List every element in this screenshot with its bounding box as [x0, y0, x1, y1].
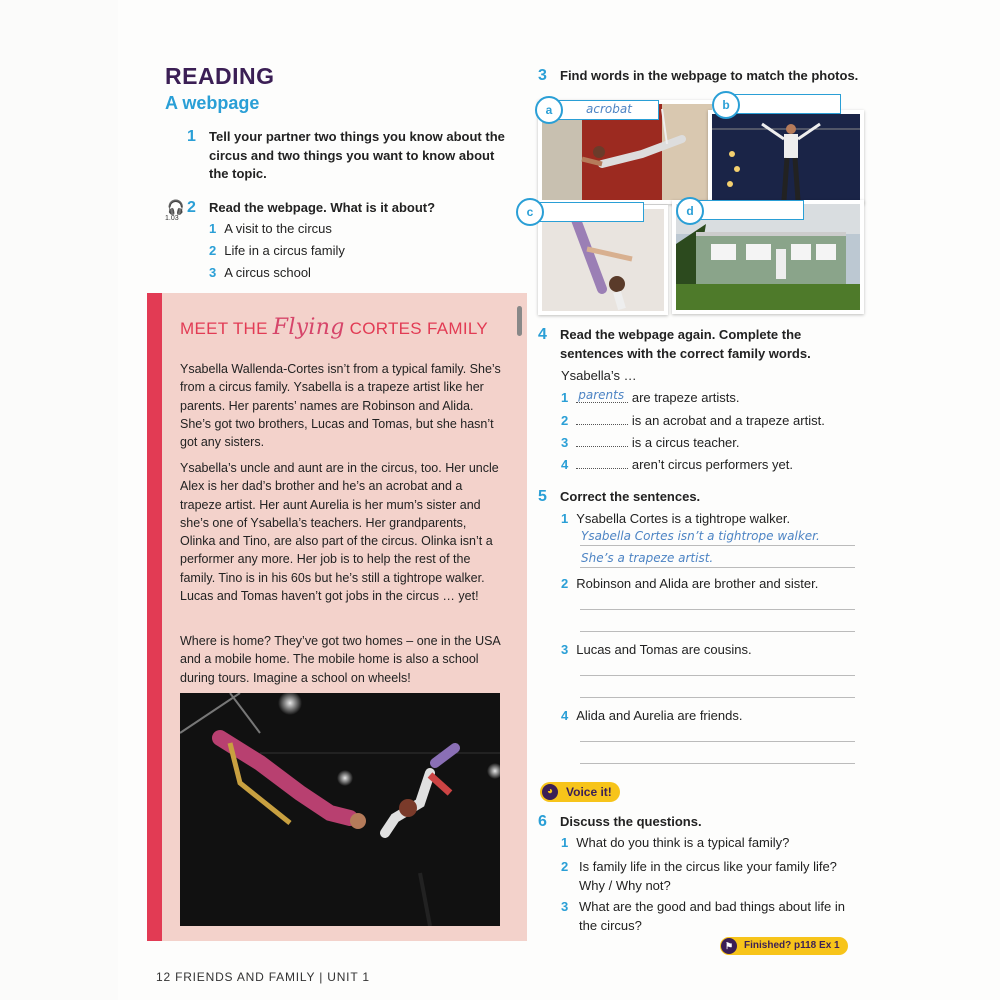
answer-line[interactable] [580, 609, 855, 610]
exercise-number: 1 [187, 128, 196, 145]
flag-icon: ⚑ [721, 938, 737, 954]
exercise-number: 3 [538, 67, 547, 84]
exercise-instruction: Find words in the webpage to match the photos. [560, 68, 859, 83]
exercise-number: 5 [538, 488, 547, 505]
answer-line[interactable] [580, 763, 855, 764]
answer-line[interactable] [580, 697, 855, 698]
exercise-instruction: Read the webpage again. Complete the sentences with the correct family words. [560, 327, 811, 361]
answer-field-a[interactable]: acrobat [548, 100, 659, 120]
correction-item: 1 Ysabella Cortes is a tightrope walker. [561, 511, 791, 526]
exercise-instruction: Read the webpage. What is it about? [209, 200, 436, 215]
answer-line[interactable] [580, 545, 855, 546]
handwritten-answer: Ysabella Cortes isn’t a tightrope walker. [581, 529, 820, 543]
audio-track-number: 1.03 [165, 215, 179, 222]
photo-label-d: d [676, 197, 704, 225]
fill-sentence: 2 is an acrobat and a trapeze artist. [561, 413, 825, 428]
fill-blank[interactable] [576, 412, 628, 425]
fill-blank[interactable] [576, 456, 628, 469]
question-item: 3 What are the good and bad things about life in the circus? [561, 899, 845, 933]
article-scrollbar[interactable] [517, 306, 522, 336]
exercise-2 [187, 199, 507, 219]
answer-line[interactable] [580, 741, 855, 742]
exercise-number: 2 [187, 199, 196, 216]
answer-field-c[interactable] [528, 202, 644, 222]
photo-label-c: c [516, 198, 544, 226]
section-subtitle: A webpage [165, 93, 260, 113]
option-item: 3 A circus school [209, 265, 311, 280]
option-item: 2 Life in a circus family [209, 243, 345, 258]
exercise-3 [538, 67, 878, 87]
photo-label-a: a [535, 96, 563, 124]
voice-it-badge: ◕ Voice it! [540, 782, 620, 802]
headphones-icon[interactable]: 🎧 [167, 199, 185, 215]
exercise-number: 6 [538, 813, 547, 830]
exercise-lead: Ysabella’s … [561, 368, 637, 383]
article-paragraph: Ysabella Wallenda-Cortes isn’t from a typical family. She’s from a circus family. Ysabella is a trapeze artist like her parents. Her parents’ names are Robinson and Alida. She’s got two brothers, Lucas and Tomas, but she hasn’t got any sisters. [180, 362, 501, 450]
article-paragraph: Where is home? They’ve got two homes – one in the USA and a mobile home. The mobile home is also a school during tours. Imagine a school on wheels! [180, 634, 501, 685]
question-item: 1 What do you think is a typical family? [561, 835, 790, 850]
exercise-instruction: Discuss the questions. [560, 814, 702, 829]
fill-sentence: 3 is a circus teacher. [561, 435, 740, 450]
answer-line[interactable] [580, 567, 855, 568]
section-title: READING [165, 63, 275, 89]
article-accent-bar [147, 293, 162, 941]
option-item: 1 A visit to the circus [209, 221, 332, 236]
exercise-6 [538, 813, 858, 833]
exercise-instruction: Tell your partner two things you know about the circus and two things you want to know about the topic. [209, 129, 505, 181]
answer-field-d[interactable] [690, 200, 804, 220]
photo-tightrope-walker [708, 110, 864, 204]
exercise-4 [538, 326, 858, 366]
fill-blank[interactable] [576, 434, 628, 447]
fill-sentence: 4 aren’t circus performers yet. [561, 457, 793, 472]
answer-line[interactable] [580, 631, 855, 632]
handwritten-answer: She’s a trapeze artist. [581, 551, 714, 565]
exercise-5 [538, 488, 858, 508]
exercise-1 [187, 128, 507, 184]
photo-label-b: b [712, 91, 740, 119]
answer-field-b[interactable] [725, 94, 841, 114]
article-paragraph: Ysabella’s uncle and aunt are in the circus, too. Her uncle Alex is her dad’s brother and he’s an acrobat and a trapeze artist. Her aunt Aurelia is her mum’s sister and she’s one of Ysabella’s teachers. Her grandparents, Olinka and Tino, are also part of the circus. Olinka isn’t a performer any more. Her job is to help the rest of the family. Tino is in his 60s but he’s still a tightrope walker. Lucas and Tomas haven’t got jobs in the circus … yet! [180, 461, 499, 604]
trapeze-photo [180, 693, 500, 926]
correction-item: 2 Robinson and Alida are brother and sister. [561, 576, 819, 591]
exercise-instruction: Correct the sentences. [560, 489, 701, 504]
exercise-number: 4 [538, 326, 547, 343]
fill-blank[interactable]: parents [576, 390, 628, 403]
answer-line[interactable] [580, 675, 855, 676]
article-title: MEET THE Flying CORTES FAMILY [180, 315, 488, 340]
correction-item: 3 Lucas and Tomas are cousins. [561, 642, 752, 657]
page-footer: 12 FRIENDS AND FAMILY | UNIT 1 [156, 970, 370, 984]
finished-badge[interactable]: ⚑ Finished? p118 Ex 1 [720, 937, 848, 955]
question-item: 2 Is family life in the circus like your family life? Why / Why not? [561, 859, 837, 893]
speech-icon: ◕ [542, 784, 558, 800]
fill-sentence: 1 parents are trapeze artists. [561, 388, 740, 405]
page-margin [0, 0, 118, 1000]
correction-item: 4 Alida and Aurelia are friends. [561, 708, 743, 723]
